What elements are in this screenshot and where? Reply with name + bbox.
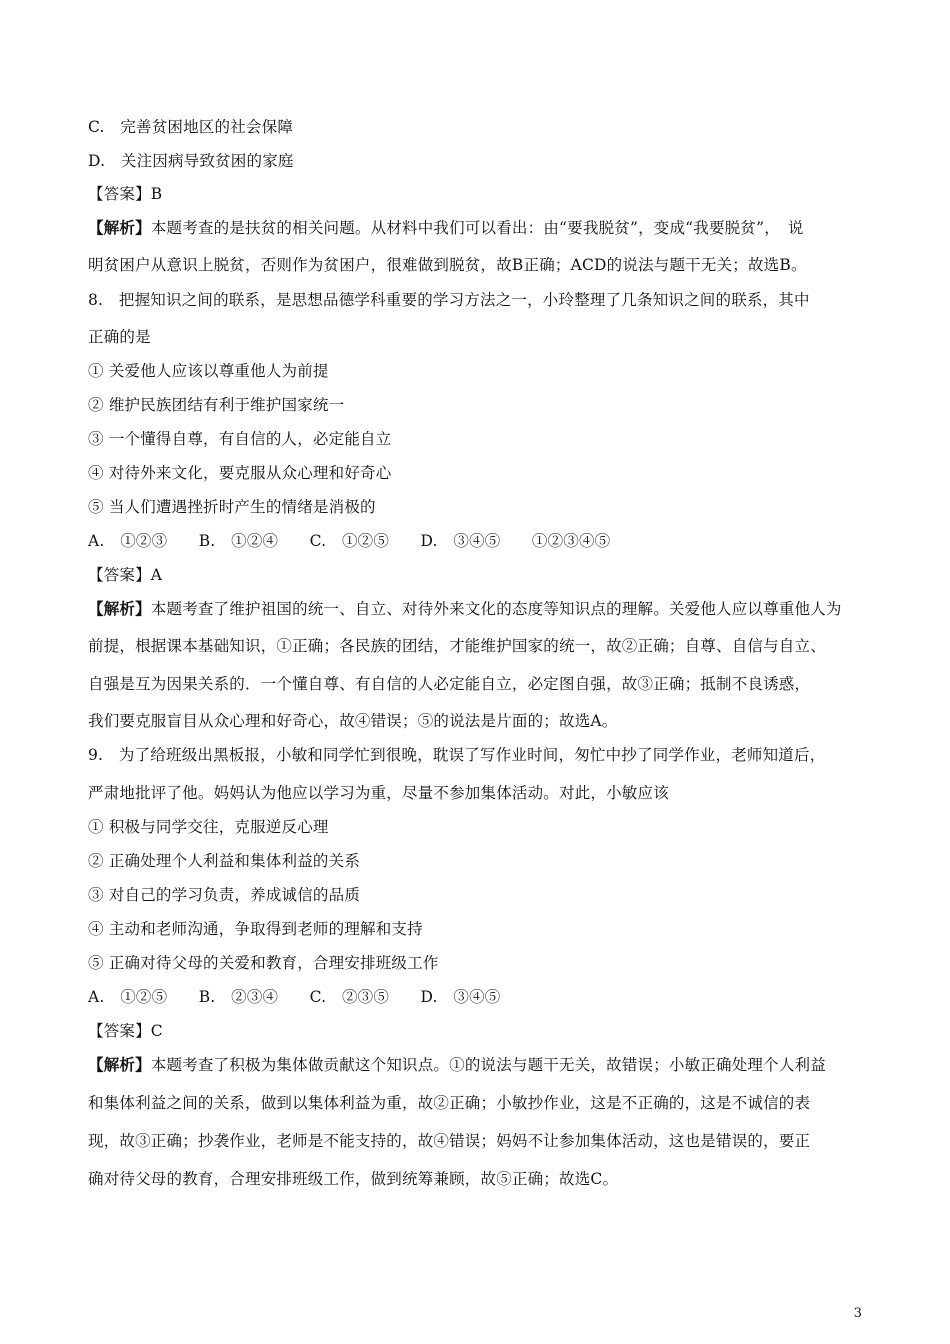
q9-analysis-line-3: 现，故③正确；抄袭作业，老师是不能支持的，故④错误；妈妈不让参加集体活动，这也是错误的，要正 (88, 1132, 811, 1150)
q7-option-d: D. 关注因病导致贫困的家庭 (88, 152, 294, 170)
q8-analysis-line-1 (88, 599, 842, 619)
analysis-text: 本题考查了维护祖国的统一、自立、对待外来文化的态度等知识点的理解。关爱他人应以尊重他人为 (150, 600, 842, 618)
q9-analysis-line-4: 确对待父母的教育，合理安排班级工作，做到统筹兼顾，故⑤正确；故选C。 (88, 1170, 619, 1188)
q9-item-2: ② 正确处理个人利益和集体利益的关系 (88, 852, 361, 870)
q7-analysis-line-1 (88, 218, 804, 238)
analysis-tag: 【解析】 (88, 218, 151, 237)
q8-item-1: ① 关爱他人应该以尊重他人为前提 (88, 362, 329, 380)
q9-item-3: ③ 对自己的学习负责，养成诚信的品质 (88, 886, 361, 904)
q9-stem-line-1: 9. 为了给班级出黑板报，小敏和同学忙到很晚，耽误了写作业时间，匆忙中抄了同学作业，老师知道后， (88, 746, 826, 764)
q9-analysis-line-1 (88, 1055, 826, 1075)
q8-stem-line-2: 正确的是 (88, 328, 151, 346)
q7-answer: 【答案】B (88, 185, 163, 203)
analysis-tag: 【解析】 (88, 599, 151, 618)
q9-stem-line-2: 严肃地批评了他。妈妈认为他应以学习为重，尽量不参加集体活动。对此，小敏应该 (88, 784, 669, 802)
q9-analysis-line-2: 和集体利益之间的关系，做到以集体利益为重，故②正确；小敏抄作业，这是不正确的，这是不诚信的表 (88, 1094, 811, 1112)
q8-stem-line-1: 8. 把握知识之间的联系，是思想品德学科重要的学习方法之一，小玲整理了几条知识之间的联系，其中 (88, 291, 810, 309)
q8-analysis-line-4: 我们要克服盲目从众心理和好奇心，故④错误；⑤的说法是片面的；故选A。 (88, 712, 618, 730)
q8-item-4: ④ 对待外来文化，要克服从众心理和好奇心 (88, 464, 392, 482)
q9-item-1: ① 积极与同学交往，克服逆反心理 (88, 818, 329, 836)
analysis-text: 本题考查的是扶贫的相关问题。从材料中我们可以看出：由“要我脱贫”，变成“我要脱贫”， 说 (150, 219, 804, 237)
q9-options: A. ①②⑤ B. ②③④ C. ②③⑤ D. ③④⑤ (88, 988, 501, 1006)
analysis-text: 本题考查了积极为集体做贡献这个知识点。①的说法与题干无关，故错误；小敏正确处理个人利益 (150, 1056, 826, 1074)
q9-item-4: ④ 主动和老师沟通，争取得到老师的理解和支持 (88, 920, 423, 938)
q7-analysis-line-2: 明贫困户从意识上脱贫，否则作为贫困户，很难做到脱贫，故B正确；ACD的说法与题干无关；故选B。 (88, 256, 807, 274)
q8-analysis-line-3: 自强是互为因果关系的．一个懂自尊、有自信的人必定能自立，必定图自强，故③正确；抵制不良诱惑， (88, 675, 811, 693)
analysis-tag: 【解析】 (88, 1055, 151, 1074)
q8-item-5: ⑤ 当人们遭遇挫折时产生的情绪是消极的 (88, 498, 376, 516)
q8-answer: 【答案】A (88, 566, 163, 584)
q8-analysis-line-2: 前提，根据课本基础知识，①正确；各民族的团结，才能维护国家的统一，故②正确；自尊、自信与自立、 (88, 637, 826, 655)
q8-item-3: ③ 一个懂得自尊，有自信的人，必定能自立 (88, 430, 392, 448)
q7-option-c: C. 完善贫困地区的社会保障 (88, 118, 294, 136)
q9-item-5: ⑤ 正确对待父母的关爱和教育，合理安排班级工作 (88, 954, 439, 972)
q8-item-2: ② 维护民族团结有利于维护国家统一 (88, 396, 345, 414)
page-number: 3 (853, 1306, 862, 1321)
q9-answer: 【答案】C (88, 1022, 163, 1040)
q8-options: A. ①②③ B. ①②④ C. ①②⑤ D. ③④⑤ ①②③④⑤ (88, 532, 611, 550)
